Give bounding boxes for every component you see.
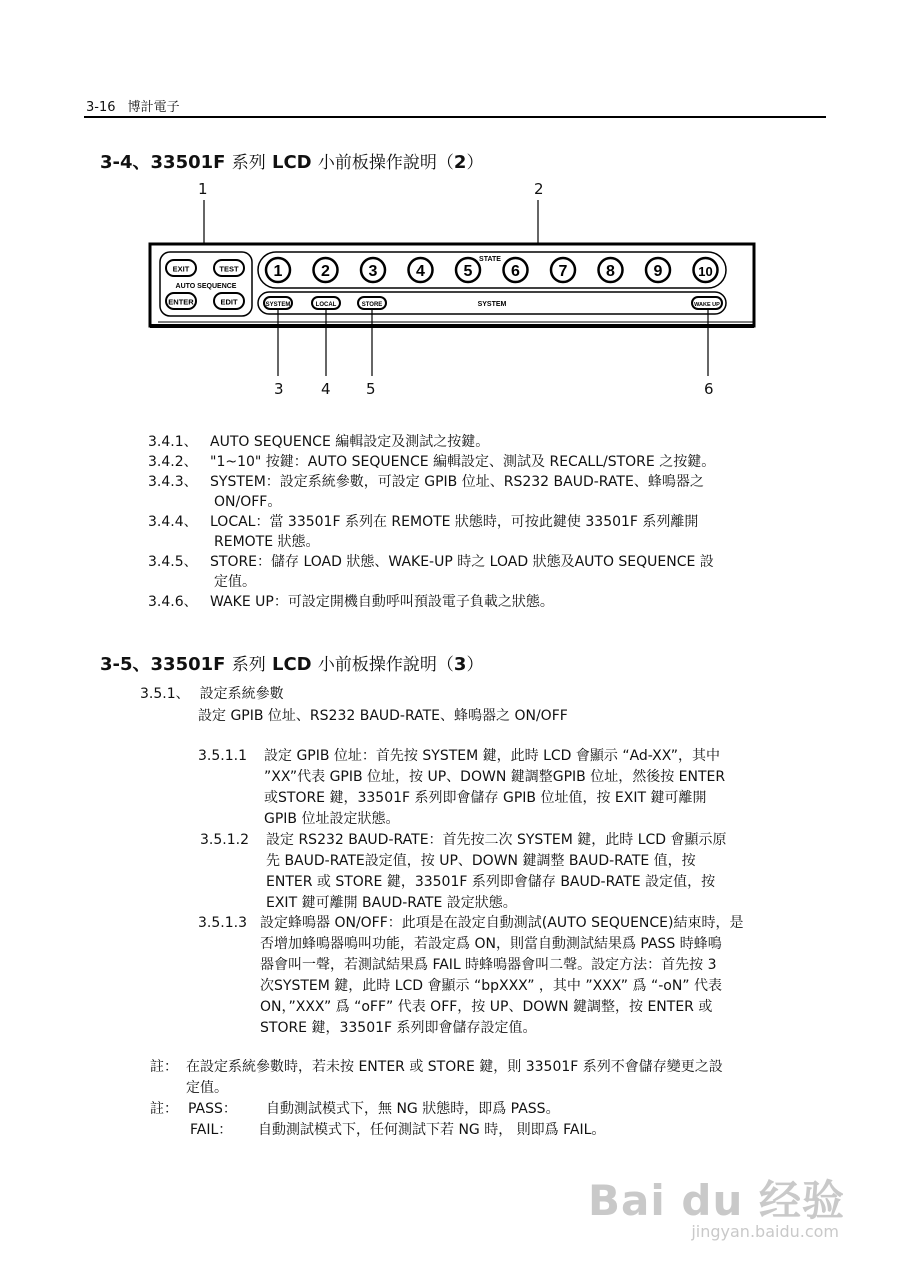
list-item: 3.4.1、 AUTO SEQUENCE 編輯設定及測試之按鍵。 — [148, 434, 490, 450]
num-3-5-1-3: 3.5.1.3 — [198, 915, 247, 931]
note-1-text: 在設定系統參數時，若未按 ENTER 或 STORE 鍵，則 33501F 系列不會儲存變更之設 定值。 — [186, 1059, 723, 1096]
state-key-label-4: 4 — [416, 263, 425, 280]
num-3-5-1-2: 3.5.1.2 — [200, 832, 249, 848]
subsection-3-5-1-desc: 設定 GPIB 位址、RS232 BAUD-RATE、蜂鳴器之 ON/OFF — [198, 708, 568, 724]
callout-4: 4 — [321, 380, 331, 398]
system-key-label: SYSTEM — [265, 302, 291, 308]
callout-6: 6 — [704, 380, 714, 398]
local-key-label: LOCAL — [315, 302, 337, 308]
list-item: 3.4.4、 LOCAL：當 33501F 系列在 REMOTE 狀態時，可按此鍵使 33501F 系列離開 REMOTE 狀態。 — [148, 514, 699, 550]
auto-sequence-label: AUTO SEQUENCE — [175, 283, 237, 290]
state-key-label-5: 5 — [463, 263, 473, 280]
baidu-watermark-url: jingyan.baidu.com — [691, 1222, 839, 1241]
edit-key-label: EDIT — [220, 297, 238, 307]
section-3-5-title: 3-5、33501F 系列 LCD 小前板操作說明（3） — [100, 654, 484, 675]
list-item: 3.4.5、 STORE：儲存 LOAD 狀態、WAKE-UP 時之 LOAD 狀態及AUTO SEQUENCE 設 定值。 — [148, 554, 714, 590]
note-1-label: 註： — [150, 1059, 178, 1075]
state-key-label-3: 3 — [368, 263, 378, 280]
front-panel-diagram — [148, 196, 758, 382]
list-item: 3.4.2、 "1~10" 按鍵：AUTO SEQUENCE 編輯設定、測試及 RECALL/STORE 之按鍵。 — [148, 454, 716, 470]
para-3-5-1-3: 設定蜂鳴器 ON/OFF：此項是在設定自動測試(AUTO SEQUENCE)結束時，是 否增加蜂鳴器鳴叫功能，若設定爲 ON，則當自動測試結果爲 PASS 時蜂鳴 器會叫一聲，若測試結果爲 FAIL 時蜂鳴器會叫二聲。設定方法：首先按 3 次SYSTEM 鍵，此時 LCD 會顯示 “bpXXX” ，其中 ”XXX” 爲 “-oN” 代表 ON，”XXX” 爲 “oFF” 代表 OFF，按 UP、DOWN 鍵調整，按 ENTER 或 STORE 鍵，33501F 系列即會儲存設定值。 — [260, 915, 744, 1036]
callout-2: 2 — [534, 180, 544, 198]
fail-text: 自動測試模式下，任何測試下若 NG 時， 則即爲 FAIL。 — [258, 1122, 606, 1138]
section-3-4-title: 3-4、33501F 系列 LCD 小前板操作說明（2） — [100, 152, 484, 173]
state-key-label-7: 7 — [558, 263, 568, 280]
list-item: 3.4.6、 WAKE UP：可設定開機自動呼叫預設電子負載之狀態。 — [148, 594, 554, 610]
page-header — [86, 96, 180, 115]
state-key-label-6: 6 — [511, 263, 520, 280]
test-key-label: TEST — [219, 264, 239, 274]
state-key-label-1: 1 — [273, 263, 283, 280]
callout-5: 5 — [366, 380, 376, 398]
fail-label: FAIL： — [190, 1122, 233, 1138]
exit-key-label: EXIT — [172, 264, 190, 274]
list-item: 3.4.3、 SYSTEM：設定系統參數，可設定 GPIB 位址、RS232 BAUD-RATE、蜂鳴器之 ON/OFF。 — [148, 474, 704, 510]
pass-label: PASS： — [188, 1101, 237, 1117]
page-label: 3-16 — [86, 100, 116, 115]
state-key-label-9: 9 — [653, 263, 663, 280]
state-label: STATE — [479, 256, 501, 263]
system-label: SYSTEM — [477, 301, 507, 308]
para-3-5-1-2: 設定 RS232 BAUD-RATE：首先按二次 SYSTEM 鍵，此時 LCD 會顯示原 先 BAUD-RATE設定值，按 UP、DOWN 鍵調整 BAUD-RATE 值，按 ENTER 或 STORE 鍵，33501F 系列即會儲存 BAUD-RATE 設定值，按 EXIT 鍵可離開 BAUD-RATE 設定狀態。 — [266, 832, 727, 911]
num-3-5-1-1: 3.5.1.1 — [198, 748, 247, 764]
header-rule — [84, 116, 826, 118]
state-key-label-2: 2 — [321, 263, 330, 280]
items-3-4-list — [148, 432, 838, 612]
note-2-label: 註： — [150, 1101, 178, 1117]
store-key-label: STORE — [361, 302, 383, 308]
callout-3: 3 — [274, 380, 284, 398]
para-3-5-1-1: 設定 GPIB 位址：首先按 SYSTEM 鍵，此時 LCD 會顯示 “Ad-XX”，其中 ”XX”代表 GPIB 位址，按 UP、DOWN 鍵調整GPIB 位址，然後按 ENTER 或STORE 鍵，33501F 系列即會儲存 GPIB 位址值，按 EXIT 鍵可離開 GPIB 位址設定狀態。 — [264, 748, 726, 827]
pass-text: 自動測試模式下，無 NG 狀態時，即爲 PASS。 — [266, 1101, 560, 1117]
enter-key-label: ENTER — [168, 297, 194, 307]
baidu-watermark: Bai du 经验 — [588, 1176, 845, 1225]
callout-1: 1 — [198, 180, 208, 198]
wake-up-key-label: WAKE UP — [694, 302, 720, 308]
state-key-label-8: 8 — [606, 263, 615, 280]
state-key-label-10: 10 — [698, 264, 713, 279]
subsection-3-5-1: 3.5.1、 設定系統參數 — [140, 686, 284, 702]
company-name: 博計電子 — [127, 100, 180, 115]
